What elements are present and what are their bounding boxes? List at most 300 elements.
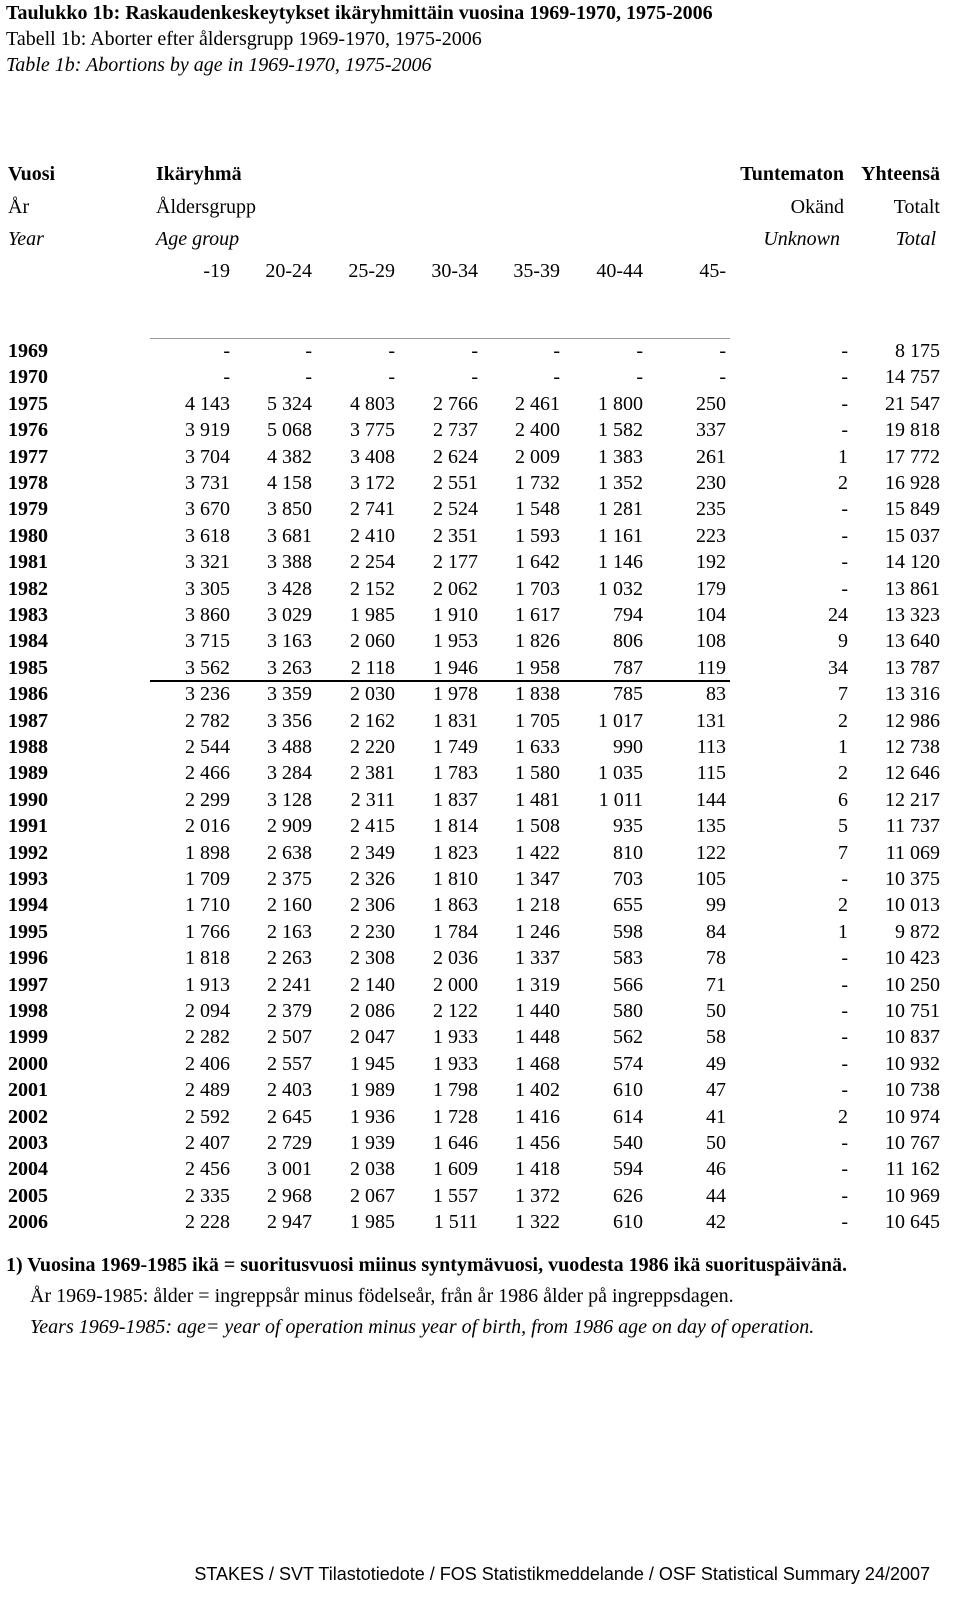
row-year: 1990: [8, 788, 48, 811]
table-cell: 119: [696, 656, 726, 679]
table-cell: 2 062: [433, 577, 478, 600]
table-cell: 1 800: [598, 392, 643, 415]
table-cell: 2 038: [350, 1158, 395, 1181]
table-cell: -: [841, 577, 848, 600]
table-cell: 13 787: [885, 656, 940, 679]
table-cell: -: [719, 340, 726, 362]
table-cell: 13 640: [885, 630, 940, 653]
table-cell: 6: [838, 788, 848, 811]
table-cell: 12 217: [885, 788, 940, 811]
table-cell: -: [841, 1026, 848, 1049]
table-cell: 5: [838, 815, 848, 838]
table-cell: 1 732: [515, 472, 560, 494]
table-cell: 2 947: [267, 1211, 312, 1234]
table-cell: 562: [613, 1026, 643, 1049]
table-cell: 2 782: [185, 709, 230, 732]
table-cell: 250: [696, 392, 726, 415]
table-cell: 1 422: [515, 841, 560, 864]
table-cell: 7: [838, 683, 848, 706]
note-finnish: 1) Vuosina 1969-1985 ikä = suoritusvuosi miinus syntymävuosi, vuodesta 1986 ikä suorituspäivänä.: [6, 1254, 848, 1276]
table-cell: 2 263: [267, 947, 312, 970]
table-cell: 1 946: [433, 656, 478, 679]
table-cell: 1 582: [598, 419, 643, 442]
table-cell: 11 737: [885, 815, 940, 838]
table-cell: 1 146: [598, 551, 643, 574]
table-cell: 1 826: [515, 630, 560, 653]
table-cell: 144: [696, 788, 726, 811]
table-cell: 2 060: [350, 630, 395, 653]
table-cell: 2 456: [185, 1158, 230, 1181]
table-cell: 135: [696, 815, 726, 838]
table-cell: 3 163: [267, 630, 312, 653]
table-cell: 3 919: [185, 419, 230, 442]
table-cell: 2 016: [185, 815, 230, 838]
row-year: 1988: [8, 736, 48, 758]
table-cell: 2 118: [350, 656, 395, 679]
table-cell: 2 160: [267, 894, 312, 917]
table-cell: 1 939: [350, 1132, 395, 1154]
table-cell: 3 172: [350, 472, 395, 494]
table-cell: 580: [613, 1000, 643, 1022]
table-cell: 1 910: [433, 604, 478, 626]
table-cell: 2 766: [433, 392, 478, 415]
row-year: 1980: [8, 524, 48, 547]
table-cell: 1 703: [515, 577, 560, 600]
table-cell: 11 162: [885, 1158, 940, 1181]
table-cell: 34: [828, 656, 848, 679]
table-cell: 71: [706, 973, 726, 996]
table-cell: 1 838: [515, 683, 560, 706]
table-cell: 2 466: [185, 762, 230, 785]
table-cell: 1 032: [598, 577, 643, 600]
table-cell: 1 322: [515, 1211, 560, 1234]
table-cell: 10 375: [885, 868, 940, 890]
header-year-fi: Vuosi: [8, 163, 56, 185]
table-cell: 2 403: [267, 1079, 312, 1102]
table-cell: 261: [696, 445, 726, 468]
table-cell: 58: [706, 1026, 726, 1049]
table-cell: 1 218: [515, 894, 560, 917]
table-cell: 192: [696, 551, 726, 574]
table-cell: 3 356: [267, 709, 312, 732]
table-cell: 2 241: [267, 973, 312, 996]
table-cell: 3 562: [185, 656, 230, 679]
table-cell: 41: [706, 1105, 726, 1128]
table-cell: 7: [838, 841, 848, 864]
table-cell: 2: [838, 709, 848, 732]
table-cell: 3 263: [267, 656, 312, 679]
table-cell: 1 933: [433, 1052, 478, 1075]
table-cell: 3 305: [185, 577, 230, 600]
table-cell: 1 936: [350, 1105, 395, 1128]
row-year: 1995: [8, 920, 48, 943]
table-cell: 3 236: [185, 683, 230, 706]
table-cell: 3 428: [267, 577, 312, 600]
table-cell: 2 624: [433, 445, 478, 468]
age-column-header: 45-: [699, 260, 726, 282]
table-cell: 1 609: [433, 1158, 478, 1181]
table-cell: 1: [838, 445, 848, 468]
table-cell: 1 898: [185, 841, 230, 864]
table-cell: 3 029: [267, 604, 312, 626]
table-cell: -: [305, 340, 312, 362]
table-cell: -: [636, 366, 643, 389]
age-column-header: 40-44: [596, 260, 643, 282]
table-cell: 179: [696, 577, 726, 600]
table-cell: 1 468: [515, 1052, 560, 1075]
age-column-header: 30-34: [431, 260, 478, 282]
table-cell: 3 704: [185, 445, 230, 468]
table-cell: 2 407: [185, 1132, 230, 1154]
row-year: 2000: [8, 1052, 48, 1075]
table-cell: 108: [696, 630, 726, 653]
table-cell: 1 831: [433, 709, 478, 732]
table-cell: 1 953: [433, 630, 478, 653]
header-total-sv: Totalt: [893, 196, 940, 218]
header-age-group-en: Age group: [156, 228, 240, 250]
table-cell: 2 638: [267, 841, 312, 864]
table-cell: 2 306: [350, 894, 395, 917]
row-year: 2002: [8, 1105, 48, 1128]
title-swedish: Tabell 1b: Aborter efter åldersgrupp 1969-1970, 1975-2006: [6, 28, 482, 50]
table-cell: 14 757: [885, 366, 940, 389]
row-year: 1998: [8, 1000, 48, 1022]
table-cell: 1 337: [515, 947, 560, 970]
table-cell: 2 461: [515, 392, 560, 415]
header-unknown-en: Unknown: [763, 228, 840, 250]
table-cell: -: [841, 340, 848, 362]
table-cell: -: [388, 340, 395, 362]
table-cell: 2 741: [350, 498, 395, 521]
row-year: 1982: [8, 577, 48, 600]
table-cell: -: [553, 340, 560, 362]
header-age-group-sv: Åldersgrupp: [156, 196, 256, 218]
table-cell: 1 593: [515, 524, 560, 547]
table-cell: 104: [696, 604, 726, 626]
table-cell: 3 128: [267, 788, 312, 811]
table-cell: 2 737: [433, 419, 478, 442]
table-cell: 10 751: [885, 1000, 940, 1022]
table-cell: 1: [838, 920, 848, 943]
table-cell: 1 710: [185, 894, 230, 917]
table-cell: -: [388, 366, 395, 389]
table-cell: 1 017: [598, 709, 643, 732]
table-cell: 3 731: [185, 472, 230, 494]
table-cell: 2 220: [350, 736, 395, 758]
table-cell: 3 359: [267, 683, 312, 706]
table-cell: 1 749: [433, 736, 478, 758]
table-cell: -: [841, 498, 848, 521]
table-cell: 2 228: [185, 1211, 230, 1234]
table-cell: 14 120: [885, 551, 940, 574]
table-cell: 2 230: [350, 920, 395, 943]
row-year: 1977: [8, 445, 48, 468]
table-cell: 13 316: [885, 683, 940, 706]
table-cell: 1 863: [433, 894, 478, 917]
table-cell: 3 388: [267, 551, 312, 574]
table-cell: -: [841, 1211, 848, 1234]
row-year: 1986: [8, 683, 48, 706]
table-cell: 787: [613, 656, 643, 679]
table-cell: 2 645: [267, 1105, 312, 1128]
table-cell: 3 775: [350, 419, 395, 442]
table-cell: 223: [696, 524, 726, 547]
table-cell: 12 646: [885, 762, 940, 785]
table-cell: 337: [696, 419, 726, 442]
table-cell: 9: [838, 630, 848, 653]
table-cell: 4 158: [267, 472, 312, 494]
note-english: Years 1969-1985: age= year of operation minus year of birth, from 1986 age on day of operation.: [30, 1316, 815, 1338]
table-cell: 1: [838, 736, 848, 758]
table-cell: 2 036: [433, 947, 478, 970]
table-cell: 42: [706, 1211, 726, 1234]
table-cell: 2 122: [433, 1000, 478, 1022]
table-cell: 2: [838, 1105, 848, 1128]
table-cell: 2 909: [267, 815, 312, 838]
table-cell: 8 175: [895, 340, 940, 362]
table-cell: -: [841, 419, 848, 442]
table-cell: 2 557: [267, 1052, 312, 1075]
table-cell: 24: [828, 604, 848, 626]
table-cell: 614: [613, 1105, 643, 1128]
table-cell: 2 094: [185, 1000, 230, 1022]
table-cell: 2: [838, 894, 848, 917]
table-cell: 78: [706, 947, 726, 970]
table-cell: -: [841, 551, 848, 574]
table-cell: 2 140: [350, 973, 395, 996]
table-cell: 1 035: [598, 762, 643, 785]
table-cell: 1 958: [515, 656, 560, 679]
table-cell: 1 352: [598, 472, 643, 494]
age-column-header: 35-39: [513, 260, 560, 282]
table-cell: 21 547: [885, 392, 940, 415]
header-year-sv: År: [8, 196, 30, 218]
row-year: 1994: [8, 894, 48, 917]
table-cell: 10 969: [885, 1184, 940, 1207]
table-cell: 2 410: [350, 524, 395, 547]
table-cell: 2 086: [350, 1000, 395, 1022]
table-cell: 1 823: [433, 841, 478, 864]
table-cell: 10 932: [885, 1052, 940, 1075]
table-cell: 2 415: [350, 815, 395, 838]
row-year: 1996: [8, 947, 48, 970]
table-cell: -: [636, 340, 643, 362]
table-cell: 13 323: [885, 604, 940, 626]
row-year: 1978: [8, 472, 48, 494]
table-cell: 1 246: [515, 920, 560, 943]
table-cell: 1 709: [185, 868, 230, 890]
table-cell: 113: [696, 736, 726, 758]
table-cell: 83: [706, 683, 726, 706]
table-cell: 2 381: [350, 762, 395, 785]
table-cell: 2 489: [185, 1079, 230, 1102]
table-cell: 1 814: [433, 815, 478, 838]
table-cell: 16 928: [885, 472, 940, 494]
table-cell: 1 440: [515, 1000, 560, 1022]
table-cell: 50: [706, 1132, 726, 1154]
table-cell: 15 037: [885, 524, 940, 547]
table-cell: 1 383: [598, 445, 643, 468]
row-year: 1976: [8, 419, 48, 442]
table-cell: 10 013: [885, 894, 940, 917]
table-cell: 810: [613, 841, 643, 864]
row-year: 2004: [8, 1158, 48, 1181]
header-total-en: Total: [895, 228, 936, 250]
table-cell: 3 408: [350, 445, 395, 468]
table-cell: 12 986: [885, 709, 940, 732]
table-cell: -: [223, 340, 230, 362]
table-cell: 1 617: [515, 604, 560, 626]
table-cell: -: [223, 366, 230, 389]
table-cell: 2 592: [185, 1105, 230, 1128]
table-cell: 10 645: [885, 1211, 940, 1234]
table-cell: -: [841, 366, 848, 389]
table-cell: 2 299: [185, 788, 230, 811]
table-cell: 2: [838, 472, 848, 494]
table-cell: 1 913: [185, 973, 230, 996]
table-cell: -: [553, 366, 560, 389]
table-cell: 13 861: [885, 577, 940, 600]
table-cell: 131: [696, 709, 726, 732]
table-cell: 1 784: [433, 920, 478, 943]
row-year: 1999: [8, 1026, 48, 1049]
table-cell: 2 375: [267, 868, 312, 890]
header-unknown-sv: Okänd: [790, 196, 844, 218]
row-year: 2005: [8, 1184, 48, 1207]
table-cell: 1 372: [515, 1184, 560, 1207]
table-cell: 10 974: [885, 1105, 940, 1128]
row-year: 1983: [8, 604, 48, 626]
table-cell: 2 349: [350, 841, 395, 864]
table-cell: 1 402: [515, 1079, 560, 1102]
table-cell: 19 818: [885, 419, 940, 442]
table-cell: 11 069: [885, 841, 940, 864]
table-cell: 1 281: [598, 498, 643, 521]
header-unknown-fi: Tuntematon: [740, 163, 844, 185]
table-cell: 122: [696, 841, 726, 864]
table-cell: 594: [613, 1158, 643, 1181]
table-cell: 5 324: [267, 392, 312, 415]
table-cell: 794: [613, 604, 643, 626]
table-cell: 1 985: [350, 604, 395, 626]
table-cell: 4 382: [267, 445, 312, 468]
row-year: 1970: [8, 366, 48, 389]
table-cell: 2 282: [185, 1026, 230, 1049]
table-cell: 4 803: [350, 392, 395, 415]
table-cell: 10 738: [885, 1079, 940, 1102]
table-cell: 1 705: [515, 709, 560, 732]
table-cell: 540: [613, 1132, 643, 1154]
table-cell: 610: [613, 1079, 643, 1102]
table-cell: 3 681: [267, 524, 312, 547]
table-cell: 4 143: [185, 392, 230, 415]
note-swedish: År 1969-1985: ålder = ingreppsår minus födelseår, från år 1986 ålder på ingreppsdagen.: [30, 1285, 734, 1307]
row-year: 2006: [8, 1211, 48, 1234]
table-cell: 1 011: [598, 788, 643, 811]
header-age-group-fi: Ikäryhmä: [156, 163, 242, 185]
table-cell: 1 456: [515, 1132, 560, 1154]
table-cell: 12 738: [885, 736, 940, 758]
table-cell: 10 767: [885, 1132, 940, 1154]
table-cell: 2 047: [350, 1026, 395, 1049]
table-cell: 3 850: [267, 498, 312, 521]
table-cell: 1 448: [515, 1026, 560, 1049]
table-cell: 3 001: [267, 1158, 312, 1181]
table-cell: 2: [838, 762, 848, 785]
table-cell: 574: [613, 1052, 643, 1075]
table-cell: 2 254: [350, 551, 395, 574]
table-cell: 15 849: [885, 498, 940, 521]
row-year: 1969: [8, 340, 48, 362]
table-cell: 1 766: [185, 920, 230, 943]
table-cell: 655: [613, 894, 643, 917]
table-cell: -: [841, 973, 848, 996]
table-cell: 1 945: [350, 1052, 395, 1075]
table-cell: 2 544: [185, 736, 230, 758]
table-cell: 566: [613, 973, 643, 996]
table-cell: 2 067: [350, 1184, 395, 1207]
table-cell: 1 319: [515, 973, 560, 996]
table-cell: 1 837: [433, 788, 478, 811]
table-cell: -: [841, 1079, 848, 1102]
table-cell: 2 162: [350, 709, 395, 732]
table-cell: 785: [613, 683, 643, 706]
table-cell: 3 860: [185, 604, 230, 626]
table-cell: -: [841, 947, 848, 970]
row-year: 2003: [8, 1132, 48, 1154]
table-cell: 1 633: [515, 736, 560, 758]
table-cell: 1 511: [433, 1211, 478, 1234]
table-cell: 598: [613, 920, 643, 943]
table-cell: 50: [706, 1000, 726, 1022]
row-year: 2001: [8, 1079, 48, 1102]
table-cell: 2 326: [350, 868, 395, 890]
row-year: 1991: [8, 815, 48, 838]
row-year: 1981: [8, 551, 48, 574]
table-cell: 1 508: [515, 815, 560, 838]
title-finnish: Taulukko 1b: Raskaudenkeskeytykset ikäryhmittäin vuosina 1969-1970, 1975-2006: [6, 2, 713, 24]
table-cell: 3 284: [267, 762, 312, 785]
table-cell: 583: [613, 947, 643, 970]
table-cell: 1 418: [515, 1158, 560, 1181]
table-cell: 2 551: [433, 472, 478, 494]
age-column-header: 20-24: [265, 260, 312, 282]
table-cell: 47: [706, 1079, 726, 1102]
table-cell: 235: [696, 498, 726, 521]
table-cell: 3 618: [185, 524, 230, 547]
table-cell: 2 968: [267, 1184, 312, 1207]
table-cell: 2 308: [350, 947, 395, 970]
table-cell: 1 580: [515, 762, 560, 785]
title-english: Table 1b: Abortions by age in 1969-1970, 1975-2006: [6, 54, 432, 76]
table-cell: 990: [613, 736, 643, 758]
table-cell: 1 798: [433, 1079, 478, 1102]
table-cell: 17 772: [885, 445, 940, 468]
table-cell: -: [841, 1000, 848, 1022]
method-change-divider: [150, 680, 730, 682]
table-cell: 806: [613, 630, 643, 653]
table-cell: 1 978: [433, 683, 478, 706]
table-cell: 1 783: [433, 762, 478, 785]
table-cell: -: [471, 340, 478, 362]
table-cell: 2 009: [515, 445, 560, 468]
table-cell: -: [841, 524, 848, 547]
table-cell: 1 161: [598, 524, 643, 547]
table-cell: -: [305, 366, 312, 389]
table-cell: 10 837: [885, 1026, 940, 1049]
table-cell: 2 379: [267, 1000, 312, 1022]
table-cell: 2 400: [515, 419, 560, 442]
